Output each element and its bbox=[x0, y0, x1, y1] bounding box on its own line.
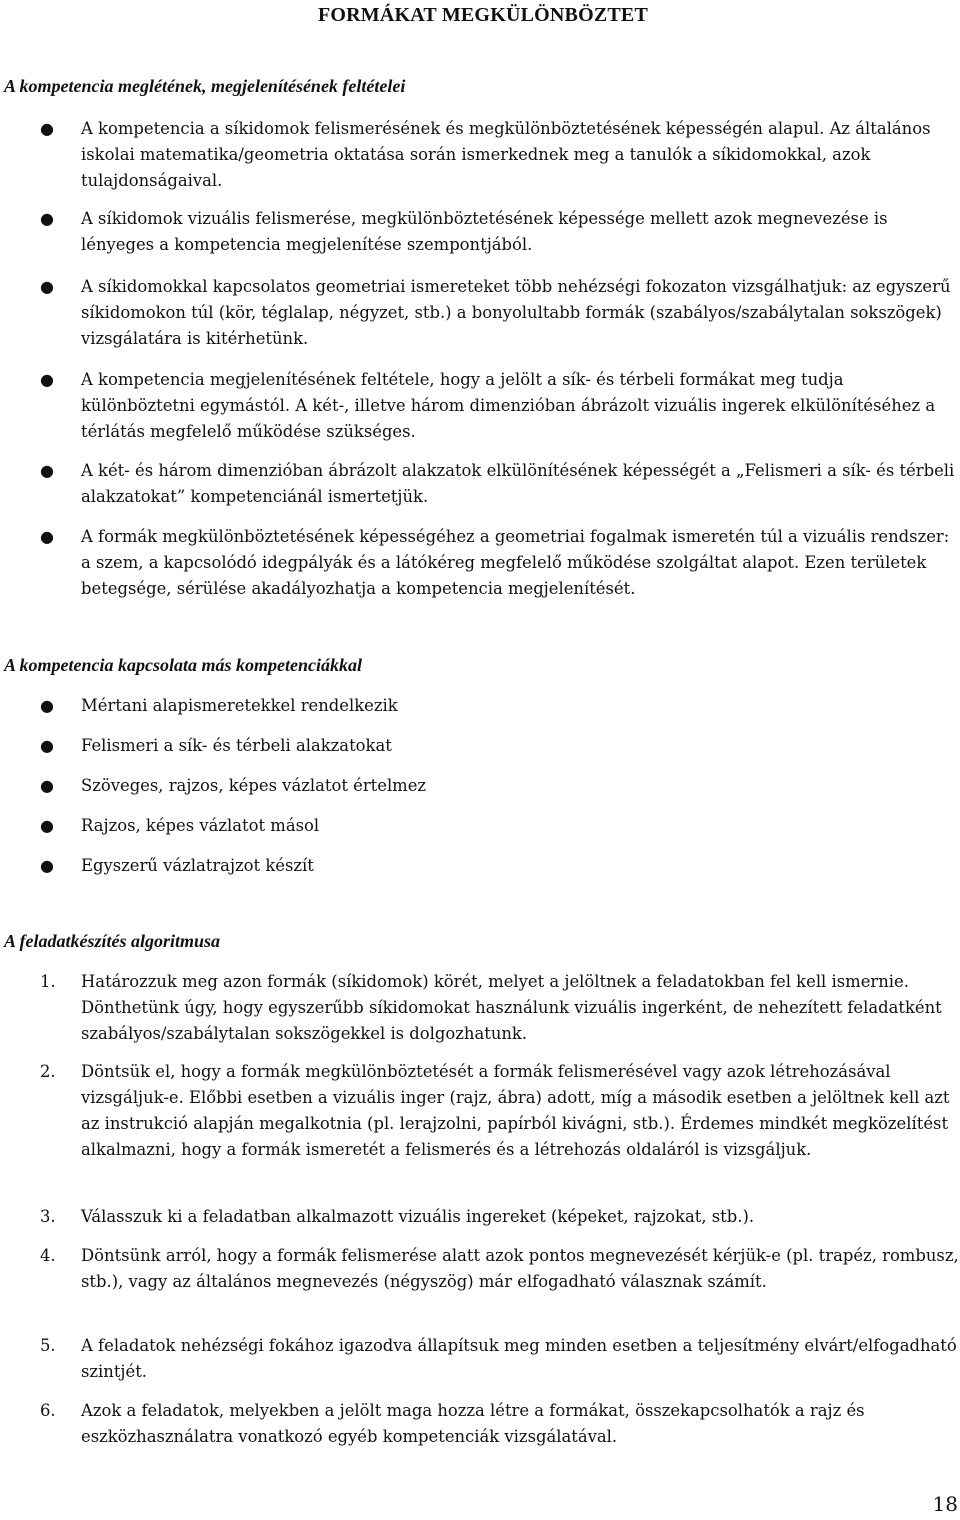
list-item bbox=[0, 1243, 960, 1295]
list-item-text: Rajzos, képes vázlatot másol bbox=[81, 816, 320, 835]
bullet-icon: ● bbox=[40, 856, 54, 875]
list-item-text: Szöveges, rajzos, képes vázlatot értelmez bbox=[81, 776, 427, 795]
list-item bbox=[0, 116, 960, 194]
section-heading-conditions: A kompetencia meglétének, megjelenítésének feltételei bbox=[4, 76, 406, 96]
step-number: 4. bbox=[40, 1246, 56, 1265]
list-item-text: A két- és három dimenzióban ábrázolt alakzatok elkülönítésének képességét a „Felismeri a sík- és térbeli alakzatokat” kompetenciánál ismertetjük. bbox=[81, 461, 955, 506]
list-item bbox=[0, 969, 960, 1047]
step-number: 5. bbox=[40, 1336, 56, 1355]
section-heading-related-competencies: A kompetencia kapcsolata más kompetenciákkal bbox=[4, 655, 362, 675]
list-item-text: Döntsük el, hogy a formák megkülönböztetését a formák felismerésével vagy azok létrehozásával vizsgáljuk-e. Előbbi esetben a vizuális inger (rajz, ábra) adott, míg a második esetben a jelöltnek kell azt az instrukció alapján megalkotnia (pl. lerajzolni, papírból kivágni, stb.). Érdemes mindkét megközelítést alkalmazni, hogy a formák ismeretét a felismerés és a létrehozás oldaláról is vizsgáljuk. bbox=[81, 1062, 950, 1159]
list-item bbox=[0, 773, 960, 799]
step-number: 1. bbox=[40, 972, 56, 991]
list-item-text: A síkidomok vizuális felismerése, megkülönböztetésének képessége mellett azok megnevezése is lényeges a kompetencia megjelenítése szempontjából. bbox=[81, 209, 888, 254]
list-item-text: Azok a feladatok, melyekben a jelölt maga hozza létre a formákat, összekapcsolhatók a rajz és eszközhasználatra vonatkozó egyéb kompetenciák vizsgálatával. bbox=[81, 1401, 865, 1446]
list-item-text: A síkidomokkal kapcsolatos geometriai ismereteket több nehézségi fokozaton vizsgálhatjuk: az egyszerű síkidomokon túl (kör, téglalap, négyzet, stb.) a bonyolultabb formák (szabályos/szabálytalan sokszögek) vizsgálatára is kitérhetünk. bbox=[81, 277, 951, 348]
list-item bbox=[0, 1059, 960, 1163]
list-item bbox=[0, 693, 960, 719]
list-item bbox=[0, 1204, 960, 1230]
step-number: 6. bbox=[40, 1401, 56, 1420]
bullet-icon: ● bbox=[40, 461, 54, 480]
list-item bbox=[0, 458, 960, 510]
list-item bbox=[0, 733, 960, 759]
list-item-text: A kompetencia megjelenítésének feltétele, hogy a jelölt a sík- és térbeli formákat meg tudja különböztetni egymástól. A két-, illetve három dimenzióban ábrázolt vizuális ingerek elkülönítéséhez a térlátás megfelelő működése szükséges. bbox=[81, 370, 936, 441]
list-item bbox=[0, 1333, 960, 1385]
bullet-icon: ● bbox=[40, 277, 54, 296]
bullet-icon: ● bbox=[40, 527, 54, 546]
bullet-icon: ● bbox=[40, 209, 54, 228]
list-item-text: Felismeri a sík- és térbeli alakzatokat bbox=[81, 736, 392, 755]
bullet-icon: ● bbox=[40, 816, 54, 835]
list-item bbox=[0, 524, 960, 602]
list-item-text: A kompetencia a síkidomok felismerésének és megkülönböztetésének képességén alapul. Az általános iskolai matematika/geometria oktatása során ismerkednek meg a tanulók a síkidomokkal, azok tulajdonságaival. bbox=[81, 119, 931, 190]
bullet-icon: ● bbox=[40, 370, 54, 389]
list-item-text: Egyszerű vázlatrajzot készít bbox=[81, 856, 314, 875]
bullet-icon: ● bbox=[40, 119, 54, 138]
step-number: 2. bbox=[40, 1062, 56, 1081]
list-item-text: A feladatok nehézségi fokához igazodva állapítsuk meg minden esetben a teljesítmény elvárt/elfogadható szintjét. bbox=[81, 1336, 957, 1381]
section-heading-algorithm: A feladatkészítés algoritmusa bbox=[4, 931, 221, 951]
list-item-text: A formák megkülönböztetésének képességéhez a geometriai fogalmak ismeretén túl a vizuális rendszer: a szem, a kapcsolódó idegpályák és a látókéreg megfelelő működése szolgáltat alapot. Ezen területek betegsége, sérülése akadályozhatja a kompetencia megjelenítését. bbox=[81, 527, 950, 598]
list-item bbox=[0, 274, 960, 352]
list-item bbox=[0, 813, 960, 839]
list-item bbox=[0, 853, 960, 879]
page-title: FORMÁKAT MEGKÜLÖNBÖZTET bbox=[317, 4, 648, 26]
list-item-text: Döntsünk arról, hogy a formák felismerése alatt azok pontos megnevezését kérjük-e (pl. trapéz, rombusz, stb.), vagy az általános megnevezés (négyszög) már elfogadható válasznak számít. bbox=[81, 1246, 959, 1291]
list-item-text: Válasszuk ki a feladatban alkalmazott vizuális ingereket (képeket, rajzokat, stb.). bbox=[81, 1207, 755, 1226]
list-item-text: Mértani alapismeretekkel rendelkezik bbox=[81, 696, 398, 715]
bullet-icon: ● bbox=[40, 776, 54, 795]
bullet-icon: ● bbox=[40, 736, 54, 755]
step-number: 3. bbox=[40, 1207, 56, 1226]
bullet-icon: ● bbox=[40, 696, 54, 715]
page-number: 18 bbox=[932, 1492, 958, 1516]
list-item-text: Határozzuk meg azon formák (síkidomok) körét, melyet a jelöltnek a feladatokban fel kell ismernie. Dönthetünk úgy, hogy egyszerűbb síkidomokat használunk vizuális ingerként, de nehezített feladatként szabályos/szabálytalan sokszögekkel is dolgozhatunk. bbox=[81, 972, 942, 1043]
list-item bbox=[0, 206, 960, 258]
list-item bbox=[0, 1398, 960, 1450]
list-item bbox=[0, 367, 960, 445]
